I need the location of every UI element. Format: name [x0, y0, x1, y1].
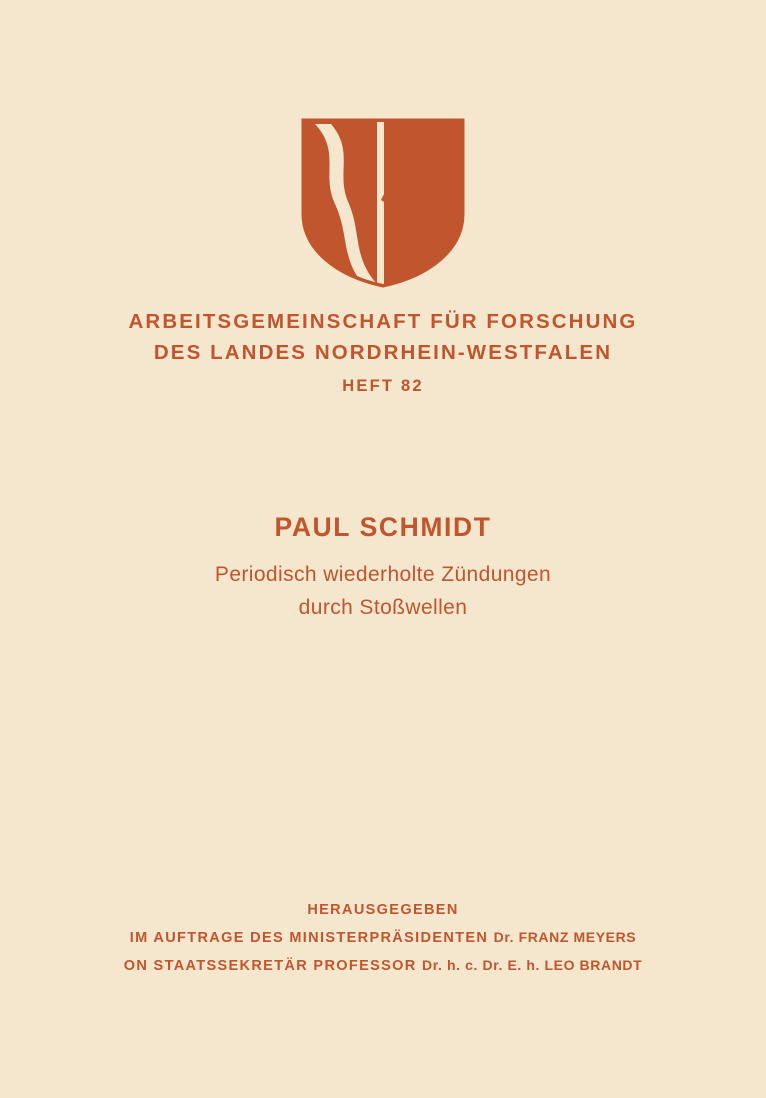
author-name: PAUL SCHMIDT	[274, 512, 492, 542]
publisher-line-2-prefix: IM AUFTRAGE DES MINISTERPRÄSIDENTEN	[129, 930, 494, 946]
crest-container	[0, 118, 766, 288]
nordrhein-westfalen-coat-of-arms-icon	[301, 118, 465, 288]
book-title-line-1: Periodisch wiederholte Zündungen	[214, 563, 552, 586]
publisher-line-2-name: Dr. FRANZ MEYERS	[493, 929, 637, 945]
publisher-line-3-name: Dr. h. c. Dr. E. h. LEO BRANDT	[422, 957, 643, 973]
publisher-line-3-prefix: ON STAATSSEKRETÄR PROFESSOR	[123, 958, 423, 974]
series-heading	[0, 306, 766, 396]
publisher-line-1: HERAUSGEGEBEN	[307, 902, 459, 918]
series-line-2: DES LANDES NORDRHEIN-WESTFALEN	[153, 341, 613, 364]
series-issue-number: HEFT 82	[342, 377, 424, 395]
publisher-line-2	[0, 924, 766, 952]
book-title-line-2: durch Stoßwellen	[298, 596, 468, 619]
publisher-block	[0, 897, 766, 980]
book-title	[0, 558, 766, 624]
publisher-line-3	[0, 952, 766, 980]
series-line-1: ARBEITSGEMEINSCHAFT FÜR FORSCHUNG	[128, 310, 638, 333]
